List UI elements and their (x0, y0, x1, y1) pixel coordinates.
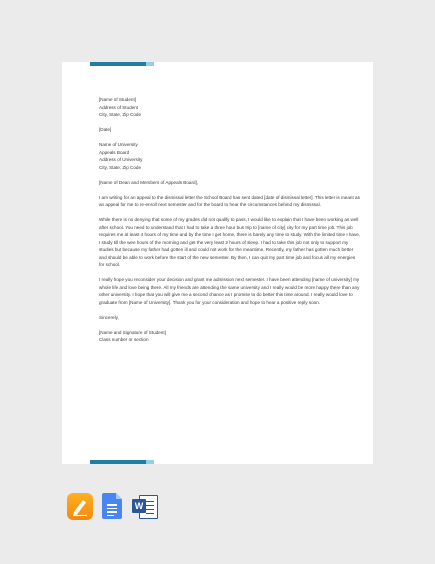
recipient-block (99, 141, 361, 171)
sender-city: City, State, Zip Code (99, 112, 142, 117)
paragraph-intro: I am writing for an appeal to the dismissal letter the School Board has sent dated [date of dismissal letter]. This letter is meant as an appeal for me to re-enroll next semester and for the board to hear the circumstances behind my dismissal. (99, 194, 360, 207)
class-info: Class number or section (99, 337, 149, 342)
date-block (99, 126, 361, 134)
microsoft-word-icon[interactable] (131, 493, 157, 519)
paragraph-explanation: While there is no denying that some of my grades did not qualify to pass, I would like to explain that I have been working as well after school. You need to understand that I had to take a three hour bus trip to [name of city] city for my part time job. This job requires me at least 4 hours of my time and by the time I get home, there is barely any time to study. With the limited time I have, I study till the wee hours of the morning and get the very least 2 hours of sleep. I had to take this job not only to support my studies but because my father had gotten ill and could not work for the meantime. Recently, my father has gotten much better and should be able to work before the start of the new semester. By then, I can quit my part time job and focus all my energies for school. (99, 217, 361, 267)
paragraph-request: I really hope you reconsider your decision and grant me admission next semester. I have been attending [name of university] my whole life and love being there. All my friends are attending the same university and I really would be more happy there than any other university. I hope that you will give me a second chance as I promise to do better this time around. I really would love to graduate from [Name of University]. Thank you for your consideration and hope to hear a positive reply soon. (99, 277, 360, 305)
signature-block (99, 329, 361, 344)
recipient-board: Appeals Board (99, 149, 130, 155)
letter-date: [Date] (99, 127, 112, 132)
word-badge: W (132, 499, 146, 513)
top-accent-bar (90, 62, 154, 66)
document-page (62, 62, 373, 464)
google-docs-icon[interactable] (102, 493, 122, 519)
recipient-city: City, State, Zip Code (99, 164, 142, 170)
pen-icon (71, 497, 89, 516)
pages-app-icon[interactable] (67, 493, 93, 520)
sender-address: Address of Student (99, 104, 139, 110)
sender-block (99, 96, 361, 119)
salutation: [Name of Dean and Members of Appeals Board], (99, 179, 199, 185)
recipient-address: Address of University (99, 157, 143, 162)
app-icons-row (67, 493, 157, 520)
letter-body (99, 96, 361, 351)
signature-line: [Name and Signature of Student] (99, 329, 166, 335)
bottom-accent-bar (90, 460, 154, 464)
recipient-name: Name of University (99, 142, 138, 147)
sender-name: [Name of Student] (99, 97, 137, 102)
closing: Sincerely, (99, 314, 119, 320)
